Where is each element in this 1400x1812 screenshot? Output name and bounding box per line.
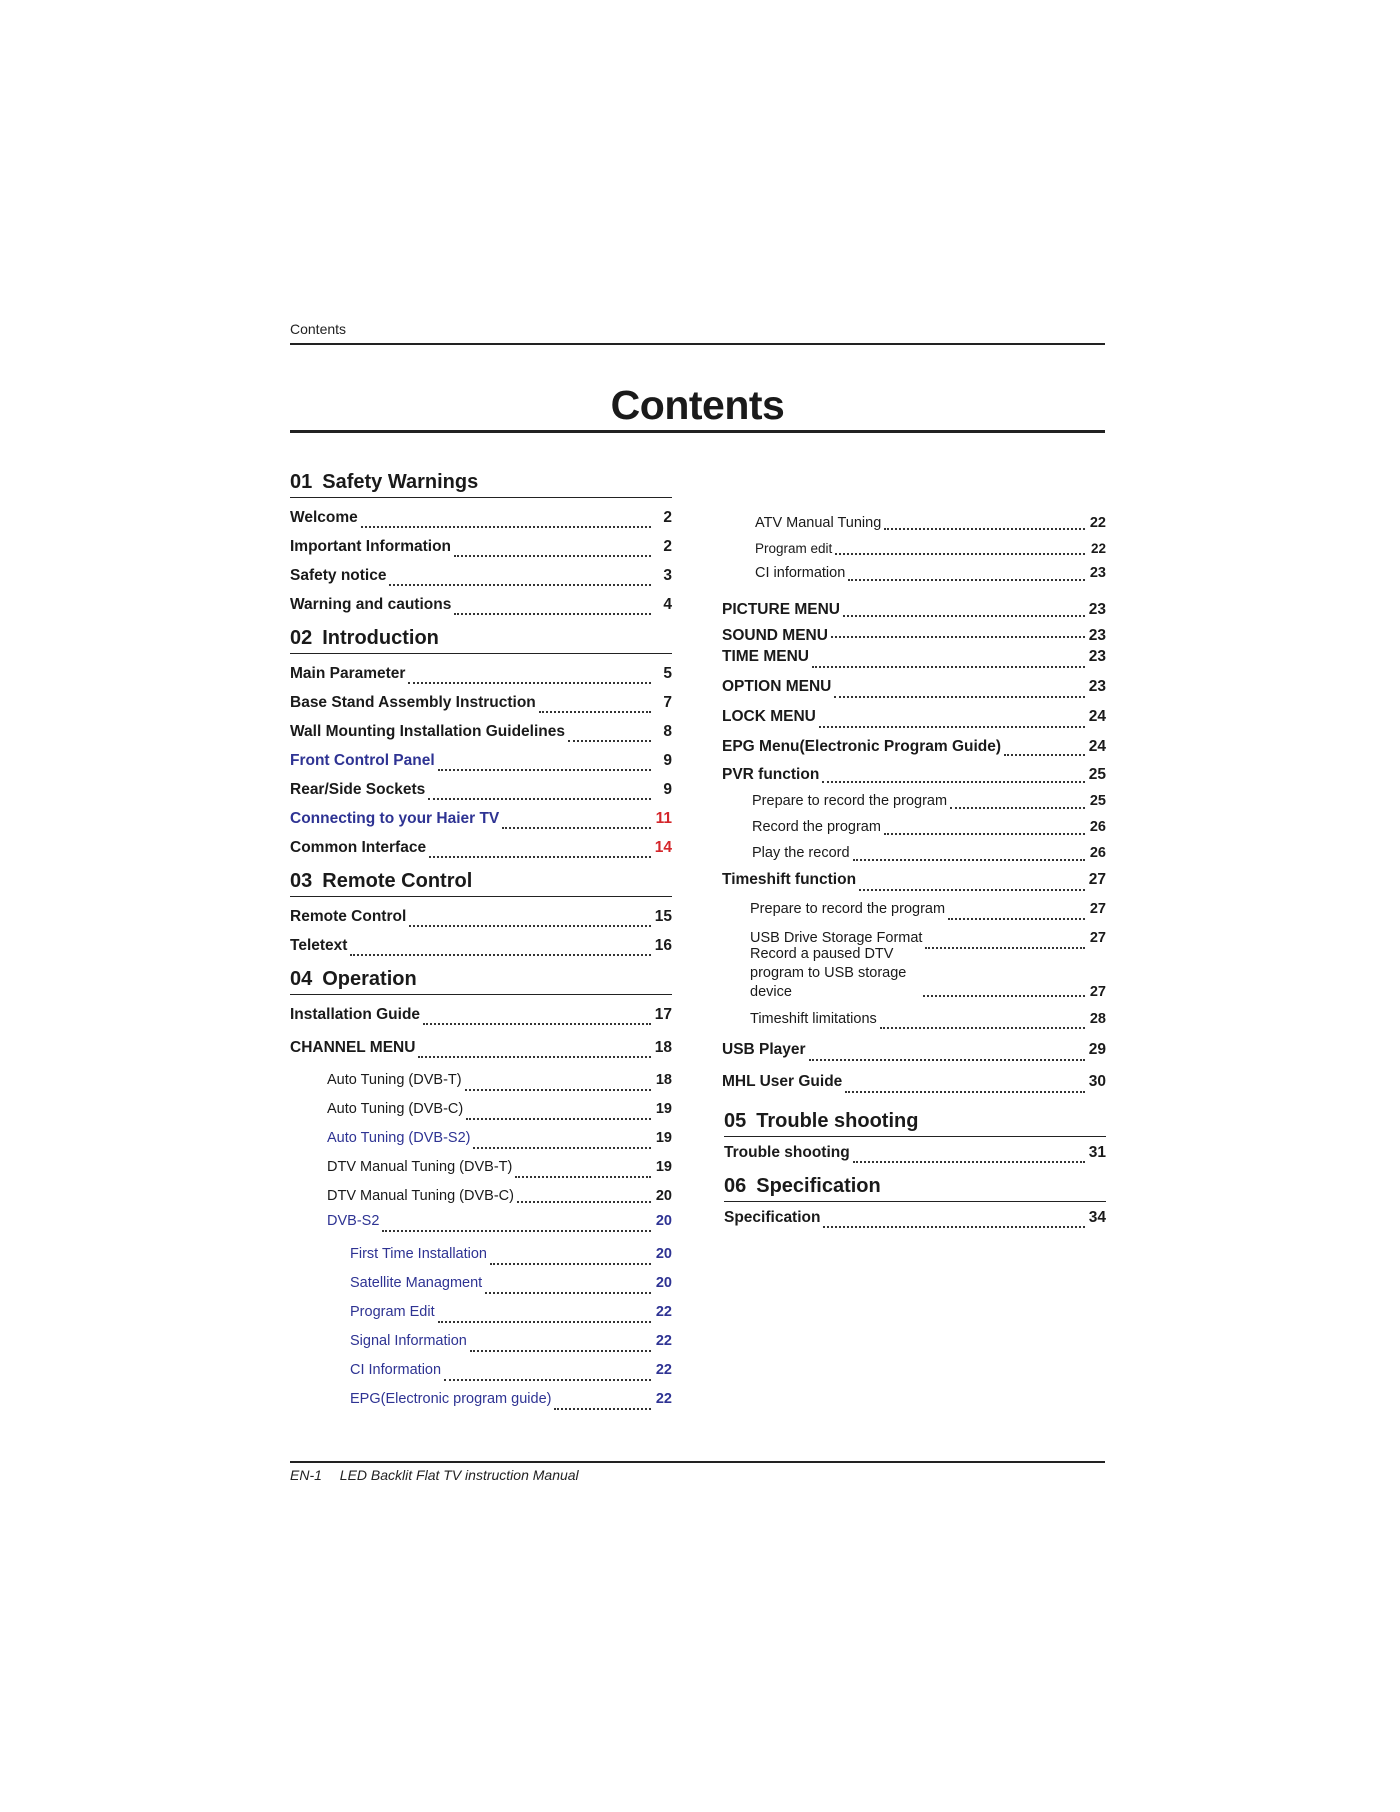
entry-label: Front Control Panel xyxy=(290,752,435,769)
dot-leader xyxy=(859,888,1085,891)
entry-page-number: 9 xyxy=(663,781,672,798)
dot-leader xyxy=(835,552,1085,555)
entry-label: Wall Mounting Installation Guidelines xyxy=(290,723,565,740)
toc-entry[interactable] xyxy=(722,622,1106,643)
dot-leader xyxy=(470,1349,651,1352)
toc-entry[interactable] xyxy=(290,903,672,932)
entry-label: Safety notice xyxy=(290,567,387,584)
dot-leader xyxy=(950,806,1085,809)
dot-leader xyxy=(1004,753,1085,756)
toc-entry[interactable] xyxy=(722,788,1106,814)
section-remote-control xyxy=(290,870,672,961)
toc-entry[interactable] xyxy=(722,814,1106,840)
section-heading xyxy=(724,1175,1106,1202)
toc-entry[interactable] xyxy=(290,1154,672,1183)
entry-label: TIME MENU xyxy=(722,648,809,665)
entry-label: OPTION MENU xyxy=(722,678,832,695)
section-operation xyxy=(290,968,672,1415)
entry-label: Record the program xyxy=(752,819,881,835)
dot-leader xyxy=(845,1090,1085,1093)
entry-page-number: 7 xyxy=(663,694,672,711)
toc-entry[interactable] xyxy=(290,1067,672,1096)
toc-entry[interactable] xyxy=(290,1096,672,1125)
entry-label: Timeshift limitations xyxy=(750,1011,877,1027)
dot-leader xyxy=(568,739,651,742)
entry-page-number: 3 xyxy=(663,567,672,584)
dot-leader xyxy=(465,1088,651,1091)
entry-page-number: 2 xyxy=(663,509,672,526)
entry-label: Common Interface xyxy=(290,839,427,856)
toc-entry[interactable] xyxy=(290,1183,672,1208)
dot-leader xyxy=(831,635,1085,638)
toc-left-column xyxy=(290,471,672,1422)
entry-page-number: 20 xyxy=(655,1188,672,1204)
entry-page-number: 19 xyxy=(655,1159,672,1175)
dot-leader xyxy=(438,768,651,771)
dot-leader xyxy=(880,1026,1085,1029)
entry-label: Auto Tuning (DVB-S2) xyxy=(327,1130,471,1146)
entry-page-number: 24 xyxy=(1088,708,1106,725)
toc-entry[interactable] xyxy=(290,1241,672,1270)
toc-entry[interactable] xyxy=(722,761,1106,788)
dot-leader xyxy=(843,614,1085,617)
toc-entry[interactable] xyxy=(290,591,672,620)
toc-entry[interactable] xyxy=(722,840,1106,866)
entry-label: Prepare to record the program xyxy=(750,901,946,917)
dot-leader xyxy=(822,780,1085,783)
entry-label: PVR function xyxy=(722,766,820,783)
entry-label: Trouble shooting xyxy=(724,1144,850,1161)
entry-page-number: 20 xyxy=(655,1275,672,1291)
entry-page-number: 8 xyxy=(663,723,672,740)
footer-page-number: EN-1 xyxy=(290,1467,322,1483)
entry-label: ATV Manual Tuning xyxy=(755,515,882,531)
toc-entry[interactable] xyxy=(290,504,672,533)
dot-leader xyxy=(438,1320,651,1323)
dot-leader xyxy=(925,946,1085,949)
dot-leader xyxy=(848,578,1085,581)
entry-page-number: 22 xyxy=(655,1333,672,1349)
dot-leader xyxy=(429,855,651,858)
entry-page-number: 9 xyxy=(663,752,672,769)
entry-label: Warning and cautions xyxy=(290,596,452,613)
dot-leader xyxy=(539,710,651,713)
dot-leader xyxy=(517,1200,651,1203)
dot-leader xyxy=(382,1229,651,1232)
page-title: Contents xyxy=(610,382,785,428)
entry-page-number: 28 xyxy=(1089,1011,1106,1027)
toc-right-column xyxy=(722,510,1106,1240)
dot-leader xyxy=(812,665,1085,668)
section-heading xyxy=(290,627,672,654)
dot-leader xyxy=(454,554,651,557)
entry-label: Program Edit xyxy=(350,1304,435,1320)
entry-label: Program edit xyxy=(755,541,833,556)
entry-label: DTV Manual Tuning (DVB-C) xyxy=(327,1188,514,1204)
dot-leader xyxy=(444,1378,651,1381)
section-specification xyxy=(724,1175,1106,1233)
entry-label: Play the record xyxy=(752,845,850,861)
section-title: Remote Control xyxy=(322,870,473,892)
toc-entry[interactable] xyxy=(290,805,672,834)
entry-label: Base Stand Assembly Instruction xyxy=(290,694,536,711)
dot-leader xyxy=(408,681,651,684)
section-title: Trouble shooting xyxy=(756,1110,919,1132)
dot-leader xyxy=(490,1262,651,1265)
entry-label: DTV Manual Tuning (DVB-T) xyxy=(327,1159,513,1175)
entry-page-number: 22 xyxy=(655,1391,672,1407)
toc-entry[interactable] xyxy=(290,834,672,863)
toc-entry[interactable] xyxy=(722,896,1106,925)
toc-entry[interactable] xyxy=(290,776,672,805)
toc-entry[interactable] xyxy=(722,510,1106,535)
entry-page-number: 14 xyxy=(654,839,672,856)
toc-entry[interactable] xyxy=(290,1208,672,1237)
entry-page-number: 25 xyxy=(1089,793,1106,809)
entry-label: LOCK MENU xyxy=(722,708,816,725)
dot-leader xyxy=(923,994,1085,997)
entry-label: Main Parameter xyxy=(290,665,406,682)
toc-entry[interactable] xyxy=(722,596,1106,622)
toc-entry[interactable] xyxy=(722,673,1106,703)
entry-label: SOUND MENU xyxy=(722,627,828,644)
entry-page-number: 20 xyxy=(655,1213,672,1229)
dot-leader xyxy=(423,1022,651,1025)
toc-entry[interactable] xyxy=(290,1357,672,1386)
toc-entry[interactable] xyxy=(722,560,1106,586)
toc-entry[interactable] xyxy=(290,718,672,747)
section-heading xyxy=(290,870,672,897)
entry-page-number: 18 xyxy=(655,1072,672,1088)
toc-entry[interactable] xyxy=(290,533,672,562)
footer-rule xyxy=(290,1461,1105,1463)
title-rule xyxy=(290,430,1105,433)
entry-page-number: 24 xyxy=(1088,738,1106,755)
dot-leader xyxy=(884,527,1085,530)
entry-page-number: 19 xyxy=(655,1130,672,1146)
section-introduction xyxy=(290,627,672,863)
entry-page-number: 23 xyxy=(1088,601,1106,618)
entry-page-number: 2 xyxy=(663,538,672,555)
toc-entry[interactable] xyxy=(722,733,1106,761)
toc-entry[interactable] xyxy=(722,866,1106,896)
entry-page-number: 19 xyxy=(655,1101,672,1117)
dot-leader xyxy=(884,832,1085,835)
entry-page-number: 27 xyxy=(1088,871,1106,888)
section-title: Safety Warnings xyxy=(322,471,479,493)
entry-page-number: 5 xyxy=(663,665,672,682)
dot-leader xyxy=(428,797,651,800)
section-title: Operation xyxy=(322,968,417,990)
entry-label: Prepare to record the program xyxy=(752,793,948,809)
dot-leader xyxy=(350,953,651,956)
dot-leader xyxy=(389,583,651,586)
toc-entry[interactable] xyxy=(290,1270,672,1299)
toc-entry[interactable] xyxy=(722,703,1106,733)
toc-entry[interactable] xyxy=(722,535,1106,560)
dot-leader xyxy=(454,612,651,615)
entry-page-number: 31 xyxy=(1088,1144,1106,1161)
toc-entry[interactable] xyxy=(722,946,1106,1002)
section-number: 01 xyxy=(290,471,313,493)
entry-label: Rear/Side Sockets xyxy=(290,781,426,798)
entry-page-number: 27 xyxy=(1089,901,1106,917)
dot-leader xyxy=(466,1117,651,1120)
entry-page-number: 30 xyxy=(1088,1073,1106,1090)
toc-entry[interactable] xyxy=(722,1002,1106,1034)
toc-entry[interactable] xyxy=(290,1125,672,1154)
dot-leader xyxy=(361,525,651,528)
dot-leader xyxy=(418,1055,651,1058)
section-trouble-shooting xyxy=(724,1110,1106,1168)
entry-page-number: 34 xyxy=(1088,1209,1106,1226)
entry-label: Record a paused DTV program to USB storage device xyxy=(750,946,907,1000)
entry-label: USB Player xyxy=(722,1041,806,1058)
entry-page-number: 16 xyxy=(654,937,672,954)
entry-page-number: 29 xyxy=(1088,1041,1106,1058)
section-title: Introduction xyxy=(322,627,439,649)
dot-leader xyxy=(823,1225,1085,1228)
entry-label: Important Information xyxy=(290,538,452,555)
entry-label: Installation Guide xyxy=(290,1006,421,1023)
toc-entry[interactable] xyxy=(724,1204,1106,1233)
dot-leader xyxy=(409,924,651,927)
section-number: 05 xyxy=(724,1110,747,1132)
dot-leader xyxy=(473,1146,651,1149)
toc-entry[interactable] xyxy=(722,643,1106,673)
entry-page-number: 20 xyxy=(655,1246,672,1262)
entry-page-number: 27 xyxy=(1089,984,1106,1000)
running-header: Contents xyxy=(290,321,347,337)
toc-entry[interactable] xyxy=(290,689,672,718)
toc-entry[interactable] xyxy=(290,1001,672,1030)
dot-leader xyxy=(853,1160,1085,1163)
toc-entry[interactable] xyxy=(290,1386,672,1415)
section-number: 02 xyxy=(290,627,313,649)
section-number: 06 xyxy=(724,1175,747,1197)
entry-label: EPG(Electronic program guide) xyxy=(350,1391,552,1407)
toc-entry[interactable] xyxy=(290,932,672,961)
entry-label: DVB-S2 xyxy=(327,1213,380,1229)
entry-page-number: 25 xyxy=(1088,766,1106,783)
dot-leader xyxy=(515,1175,651,1178)
entry-label: Signal Information xyxy=(350,1333,467,1349)
section-number: 03 xyxy=(290,870,313,892)
toc-entry[interactable] xyxy=(290,747,672,776)
section-safety-warnings xyxy=(290,471,672,620)
toc-entry[interactable] xyxy=(722,1066,1106,1098)
entry-page-number: 27 xyxy=(1089,930,1106,946)
entry-page-number: 4 xyxy=(663,596,672,613)
toc-entry[interactable] xyxy=(722,1034,1106,1066)
dot-leader xyxy=(502,826,651,829)
entry-label: CI Information xyxy=(350,1362,442,1378)
entry-label: Specification xyxy=(724,1209,821,1226)
entry-page-number: 22 xyxy=(655,1362,672,1378)
toc-entry[interactable] xyxy=(290,1299,672,1328)
page-footer xyxy=(290,1467,579,1483)
entry-label: MHL User Guide xyxy=(722,1073,843,1090)
dot-leader xyxy=(554,1407,651,1410)
section-heading xyxy=(290,471,672,498)
section-title: Specification xyxy=(756,1175,881,1197)
toc-entry[interactable] xyxy=(290,1328,672,1357)
entry-page-number: 18 xyxy=(654,1039,672,1056)
dot-leader xyxy=(853,858,1085,861)
entry-page-number: 15 xyxy=(654,908,672,925)
entry-label: Remote Control xyxy=(290,908,407,925)
entry-label: Timeshift function xyxy=(722,871,857,888)
toc-entry[interactable] xyxy=(290,660,672,689)
entry-label: CI information xyxy=(755,565,846,581)
entry-label: EPG Menu(Electronic Program Guide) xyxy=(722,738,1002,755)
footer-manual-title: LED Backlit Flat TV instruction Manual xyxy=(339,1467,579,1483)
entry-label: CHANNEL MENU xyxy=(290,1039,416,1056)
toc-entry[interactable] xyxy=(724,1139,1106,1168)
entry-page-number: 17 xyxy=(654,1006,672,1023)
entry-label: First Time Installation xyxy=(350,1246,487,1262)
entry-label: Auto Tuning (DVB-C) xyxy=(327,1101,464,1117)
entry-label: Satellite Managment xyxy=(350,1275,483,1291)
entry-label: PICTURE MENU xyxy=(722,601,840,618)
entry-page-number: 22 xyxy=(1090,541,1106,556)
entry-label: USB Drive Storage Format xyxy=(750,930,923,946)
entry-page-number: 22 xyxy=(655,1304,672,1320)
dot-leader xyxy=(485,1291,651,1294)
entry-page-number: 11 xyxy=(655,810,672,827)
dot-leader xyxy=(834,695,1085,698)
toc-entry[interactable] xyxy=(290,562,672,591)
header-rule xyxy=(290,343,1105,345)
entry-page-number: 26 xyxy=(1089,819,1106,835)
entry-page-number: 23 xyxy=(1088,648,1106,665)
toc-entry[interactable] xyxy=(290,1034,672,1063)
section-heading xyxy=(724,1110,1106,1137)
entry-label: Teletext xyxy=(290,937,348,954)
entry-page-number: 26 xyxy=(1089,845,1106,861)
entry-label: Auto Tuning (DVB-T) xyxy=(327,1072,462,1088)
entry-page-number: 22 xyxy=(1089,515,1106,531)
entry-page-number: 23 xyxy=(1089,565,1106,581)
entry-label: Welcome xyxy=(290,509,358,526)
entry-label: Connecting to your Haier TV xyxy=(290,810,500,827)
entry-page-number: 23 xyxy=(1088,627,1106,644)
dot-leader xyxy=(809,1058,1085,1061)
dot-leader xyxy=(948,917,1085,920)
dot-leader xyxy=(819,725,1085,728)
section-heading xyxy=(290,968,672,995)
section-number: 04 xyxy=(290,968,313,990)
entry-page-number: 23 xyxy=(1088,678,1106,695)
